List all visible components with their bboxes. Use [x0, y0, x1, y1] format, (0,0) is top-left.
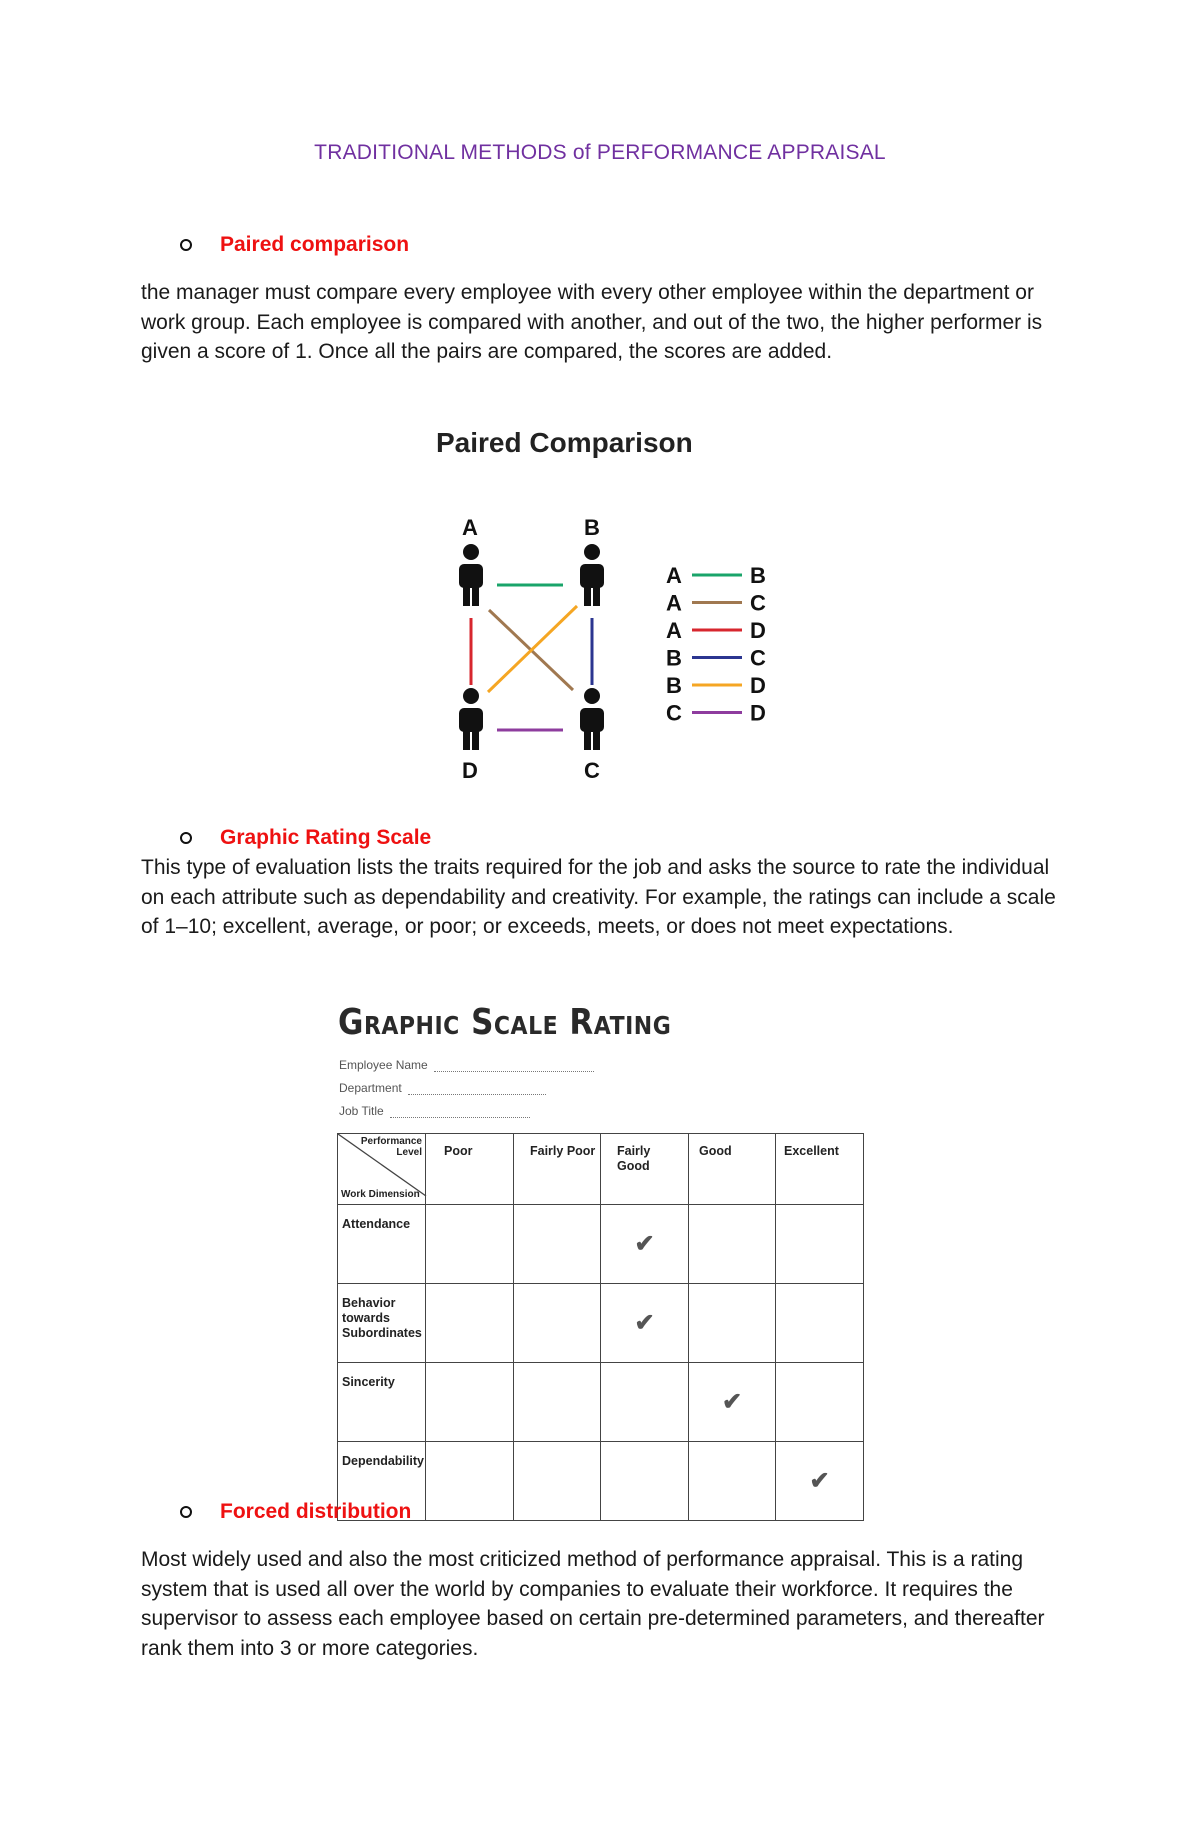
- work-dimension-label: Behavior towards Subordinates: [338, 1284, 426, 1363]
- link-a-c: [489, 610, 573, 690]
- person-d-icon: [459, 688, 483, 750]
- level-header-excellent: Excellent: [776, 1134, 864, 1205]
- heading-label: Paired comparison: [220, 233, 410, 256]
- rating-cell: [689, 1363, 776, 1442]
- pair-legend-row: [666, 701, 766, 726]
- rating-cell: [689, 1205, 776, 1284]
- pair-right-label: D: [750, 700, 766, 726]
- rating-cell: [601, 1442, 689, 1521]
- pair-right-label: D: [750, 673, 766, 698]
- corner-bottom-label: Work Dimension: [341, 1189, 420, 1200]
- pair-right-label: B: [750, 563, 766, 588]
- check-icon: ✔: [809, 1467, 830, 1495]
- person-label-a: A: [462, 515, 478, 540]
- rating-row: [338, 1442, 864, 1521]
- rating-cell: [601, 1205, 689, 1284]
- corner-top-label: Performance Level: [360, 1136, 422, 1158]
- work-dimension-label: Dependability: [338, 1442, 426, 1521]
- bullet-icon: [180, 832, 192, 844]
- paired-comparison-heading: [180, 233, 409, 257]
- paired-comparison-text: the manager must compare every employee with every other employee within the department or work group. Each employee is compared with another, and out of the two, the higher performer is given a score of 1. Once all the pairs are compared, the scores are added.: [141, 281, 1043, 363]
- level-header-fairly-good: Fairly Good: [601, 1134, 689, 1205]
- bullet-icon: [180, 1506, 192, 1518]
- rating-cell: [601, 1363, 689, 1442]
- pair-left-label: A: [666, 590, 682, 616]
- rating-row: [338, 1205, 864, 1284]
- form-field-department: Department: [339, 1081, 546, 1095]
- rating-cell: [426, 1284, 514, 1363]
- level-header-fairly-poor: Fairly Poor: [514, 1134, 601, 1205]
- pair-right-label: D: [750, 618, 766, 643]
- rating-cell: [776, 1205, 864, 1284]
- pair-left-label: B: [666, 673, 682, 698]
- forced-distribution-text: Most widely used and also the most criticized method of performance appraisal. This is a rating system that is used all over the world by companies to evaluate their workforce. It requires the supervisor to assess each employee based on certain pre-determined parameters, and thereafter rank them into 3 or more categories.: [141, 1548, 1045, 1660]
- pair-left-label: B: [666, 645, 682, 671]
- rating-cell: [514, 1442, 601, 1521]
- pair-legend-row: [666, 646, 766, 671]
- level-header-good: Good: [689, 1134, 776, 1205]
- form-field-employee-name: Employee Name: [339, 1058, 594, 1072]
- graphic-figure-title: Graphic Scale Rating: [338, 1002, 672, 1044]
- check-icon: ✔: [634, 1309, 655, 1337]
- person-label-d: D: [462, 758, 478, 783]
- level-header-poor: Poor: [426, 1134, 514, 1205]
- rating-header-row: [338, 1134, 864, 1205]
- rating-table: [337, 1133, 864, 1521]
- link-b-d: [488, 606, 577, 692]
- pair-right-label: C: [750, 590, 766, 616]
- pair-left-label: A: [666, 563, 682, 588]
- rating-cell: [426, 1442, 514, 1521]
- rating-cell: [689, 1442, 776, 1521]
- work-dimension-label: Attendance: [338, 1205, 426, 1284]
- heading-label: Graphic Rating Scale: [220, 826, 432, 849]
- person-label-b: B: [584, 515, 600, 540]
- rating-cell: [426, 1363, 514, 1442]
- person-c-icon: [580, 688, 604, 750]
- rating-row: [338, 1284, 864, 1363]
- rating-cell: [601, 1284, 689, 1363]
- pair-legend-row: [666, 591, 766, 616]
- check-icon: ✔: [634, 1230, 655, 1258]
- page-title: TRADITIONAL METHODS of PERFORMANCE APPRAISAL: [314, 141, 886, 164]
- pair-legend-row: [666, 563, 766, 588]
- pair-legend-row: [666, 673, 766, 698]
- rating-row: [338, 1363, 864, 1442]
- pair-left-label: A: [666, 618, 682, 643]
- paired-figure-title: Paired Comparison: [436, 427, 693, 458]
- person-label-c: C: [584, 758, 600, 783]
- corner-cell: [338, 1134, 426, 1205]
- person-a-icon: [459, 544, 483, 606]
- check-icon: ✔: [721, 1388, 743, 1416]
- rating-cell: [776, 1363, 864, 1442]
- rating-cell: [514, 1205, 601, 1284]
- pair-left-label: C: [666, 700, 682, 726]
- forced-distribution-heading: [180, 1500, 411, 1524]
- rating-cell: [514, 1284, 601, 1363]
- bullet-icon: [180, 239, 192, 251]
- form-field-job-title: Job Title: [339, 1104, 530, 1118]
- graphic-rating-heading: [180, 826, 431, 850]
- graphic-rating-text: This type of evaluation lists the traits required for the job and asks the source to rate the individual on each attribute such as dependability and creativity. For example, the ratings can include a scale of 1–10; excellent, average, or poor; or exceeds, meets, or does not meet expectations.: [141, 856, 1056, 938]
- work-dimension-label: Sincerity: [338, 1363, 426, 1442]
- rating-cell: [426, 1205, 514, 1284]
- rating-cell: [776, 1442, 864, 1521]
- rating-cell: [689, 1284, 776, 1363]
- person-b-icon: [580, 544, 604, 606]
- pair-right-label: C: [750, 645, 766, 671]
- heading-label: Forced distribution: [220, 1500, 412, 1523]
- pair-legend-row: [666, 618, 766, 643]
- rating-cell: [514, 1363, 601, 1442]
- pairs-legend: [666, 563, 766, 726]
- rating-cell: [776, 1284, 864, 1363]
